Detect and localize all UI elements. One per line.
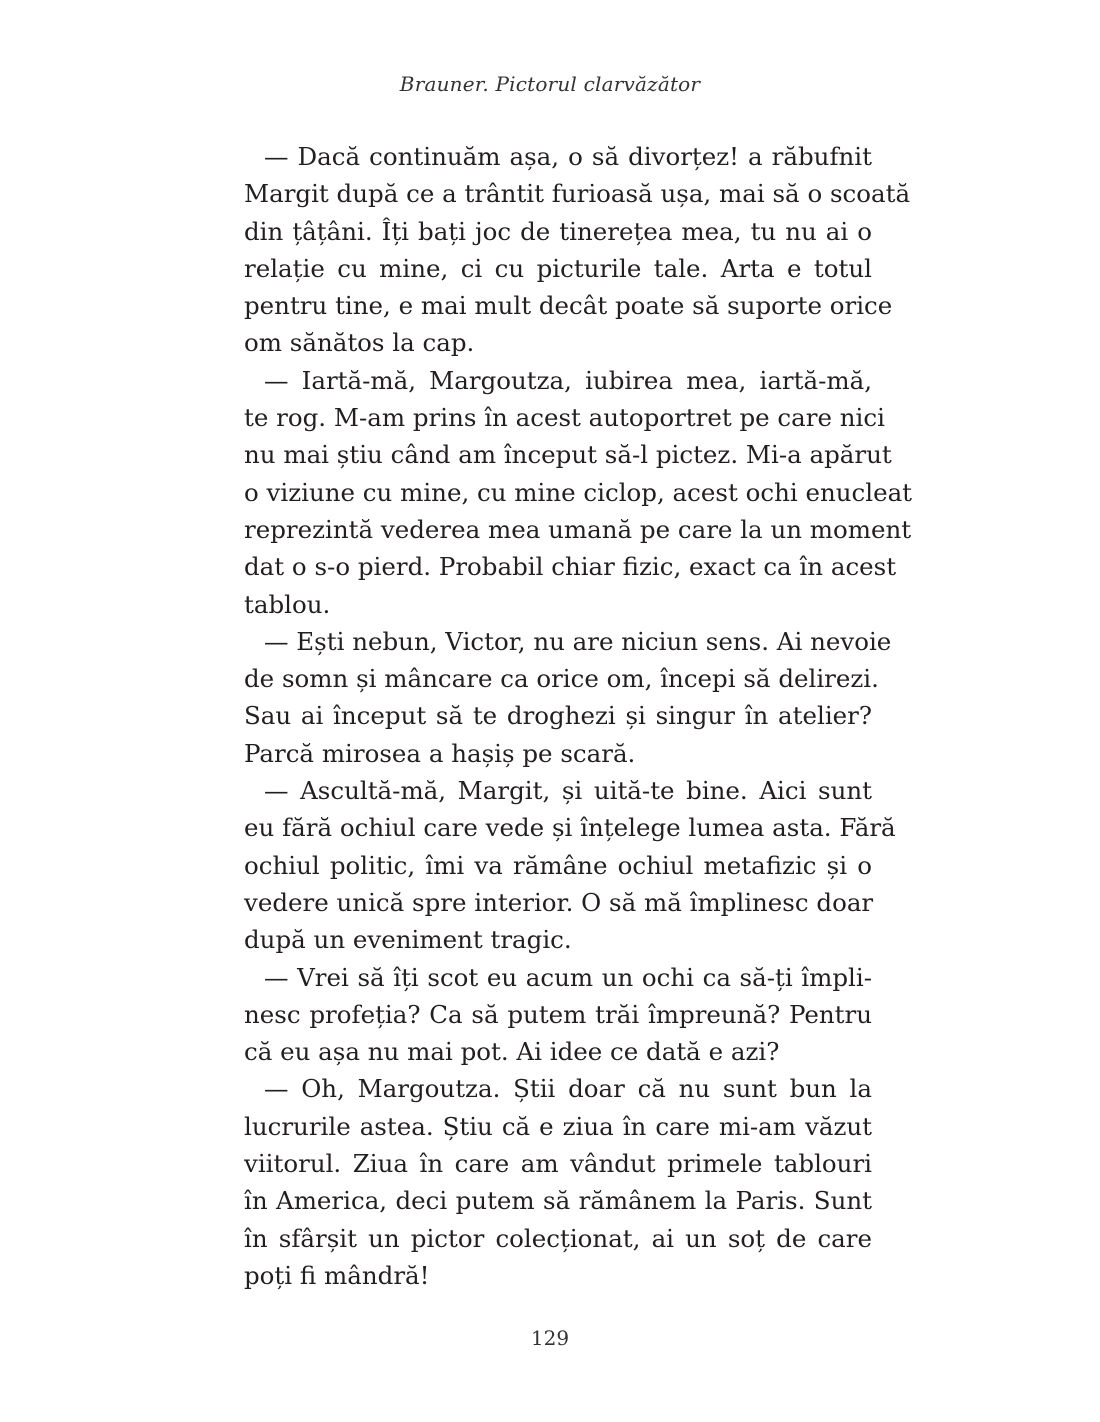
text-line: — Oh, Margoutza. Știi doar că nu sunt bun la	[264, 1074, 872, 1104]
text-line: Sau ai început să te droghezi și singur în atelier?	[244, 701, 872, 731]
text-line: ochiul politic, îmi va rămâne ochiul metafizic și o	[244, 850, 872, 880]
paragraph-6	[244, 1070, 872, 1294]
text-line: — Ești nebun, Victor, nu are niciun sens. Ai nevoie	[264, 626, 892, 656]
running-head: Brauner. Pictorul clarvăzător	[399, 72, 701, 96]
paragraph-1	[244, 138, 911, 362]
paragraph-2	[244, 362, 913, 623]
text-line: om sănătos la cap.	[244, 328, 475, 358]
text-line: pentru tine, e mai mult decât poate să suporte orice	[244, 291, 893, 321]
text-line: în sfârșit un pictor colecționat, ai un soț de care	[244, 1223, 872, 1253]
text-line: relație cu mine, ci cu picturile tale. Arta e totul	[244, 253, 872, 283]
text-line: reprezintă vederea mea umană pe care la un moment	[244, 514, 912, 544]
page-number: 129	[530, 1326, 570, 1350]
text-line: că eu așa nu mai pot. Ai idee ce dată e azi?	[244, 1037, 780, 1067]
text-line: — Ascultă-mă, Margit, și uită-te bine. Aici sunt	[264, 776, 872, 806]
text-line: — Dacă continuăm așa, o să divorțez! a răbufnit	[264, 142, 872, 171]
text-line: după un eveniment tragic.	[244, 925, 572, 955]
text-line: Parcă mirosea a hașiș pe scară.	[244, 738, 636, 768]
text-line: poți fi mândră!	[244, 1260, 430, 1290]
text-line: — Iartă-mă, Margoutza, iubirea mea, iartă-mă,	[264, 365, 872, 395]
text-line: nesc profeția? Ca să putem trăi împreună? Pentru	[244, 999, 872, 1029]
text-line: în America, deci putem să rămânem la Paris. Sunt	[244, 1186, 872, 1216]
text-line: vedere unică spre interior. O să mă împlinesc doar	[244, 887, 874, 917]
text-line: dat o s-o pierd. Probabil chiar fizic, exact ca în acest	[244, 552, 897, 582]
text-line: tablou.	[244, 589, 331, 619]
body-text	[244, 138, 913, 1294]
text-line: Margit după ce a trântit furioasă ușa, mai să o scoată	[244, 179, 911, 209]
paragraph-3	[244, 623, 892, 772]
text-line: eu fără ochiul care vede și înțelege lumea asta. Fără	[244, 813, 896, 843]
text-line: — Vrei să îți scot eu acum un ochi ca să-ți împli-	[264, 962, 872, 992]
text-line: te rog. M-am prins în acest autoportret pe care nici	[244, 403, 885, 433]
paragraph-5	[244, 959, 872, 1071]
text-line: de somn și mâncare ca orice om, începi să delirezi.	[244, 664, 879, 694]
paragraph-4	[244, 772, 896, 958]
text-line: o viziune cu mine, cu mine ciclop, acest ochi enucleat	[244, 477, 913, 507]
text-line: nu mai știu când am început să-l pictez. Mi-a apărut	[244, 440, 892, 470]
text-line: din țâțâni. Îți bați joc de tinerețea mea, tu nu ai o	[244, 216, 872, 246]
text-line: viitorul. Ziua în care am vândut primele tablouri	[244, 1149, 872, 1179]
text-line: lucrurile astea. Știu că e ziua în care mi-am văzut	[244, 1111, 872, 1141]
